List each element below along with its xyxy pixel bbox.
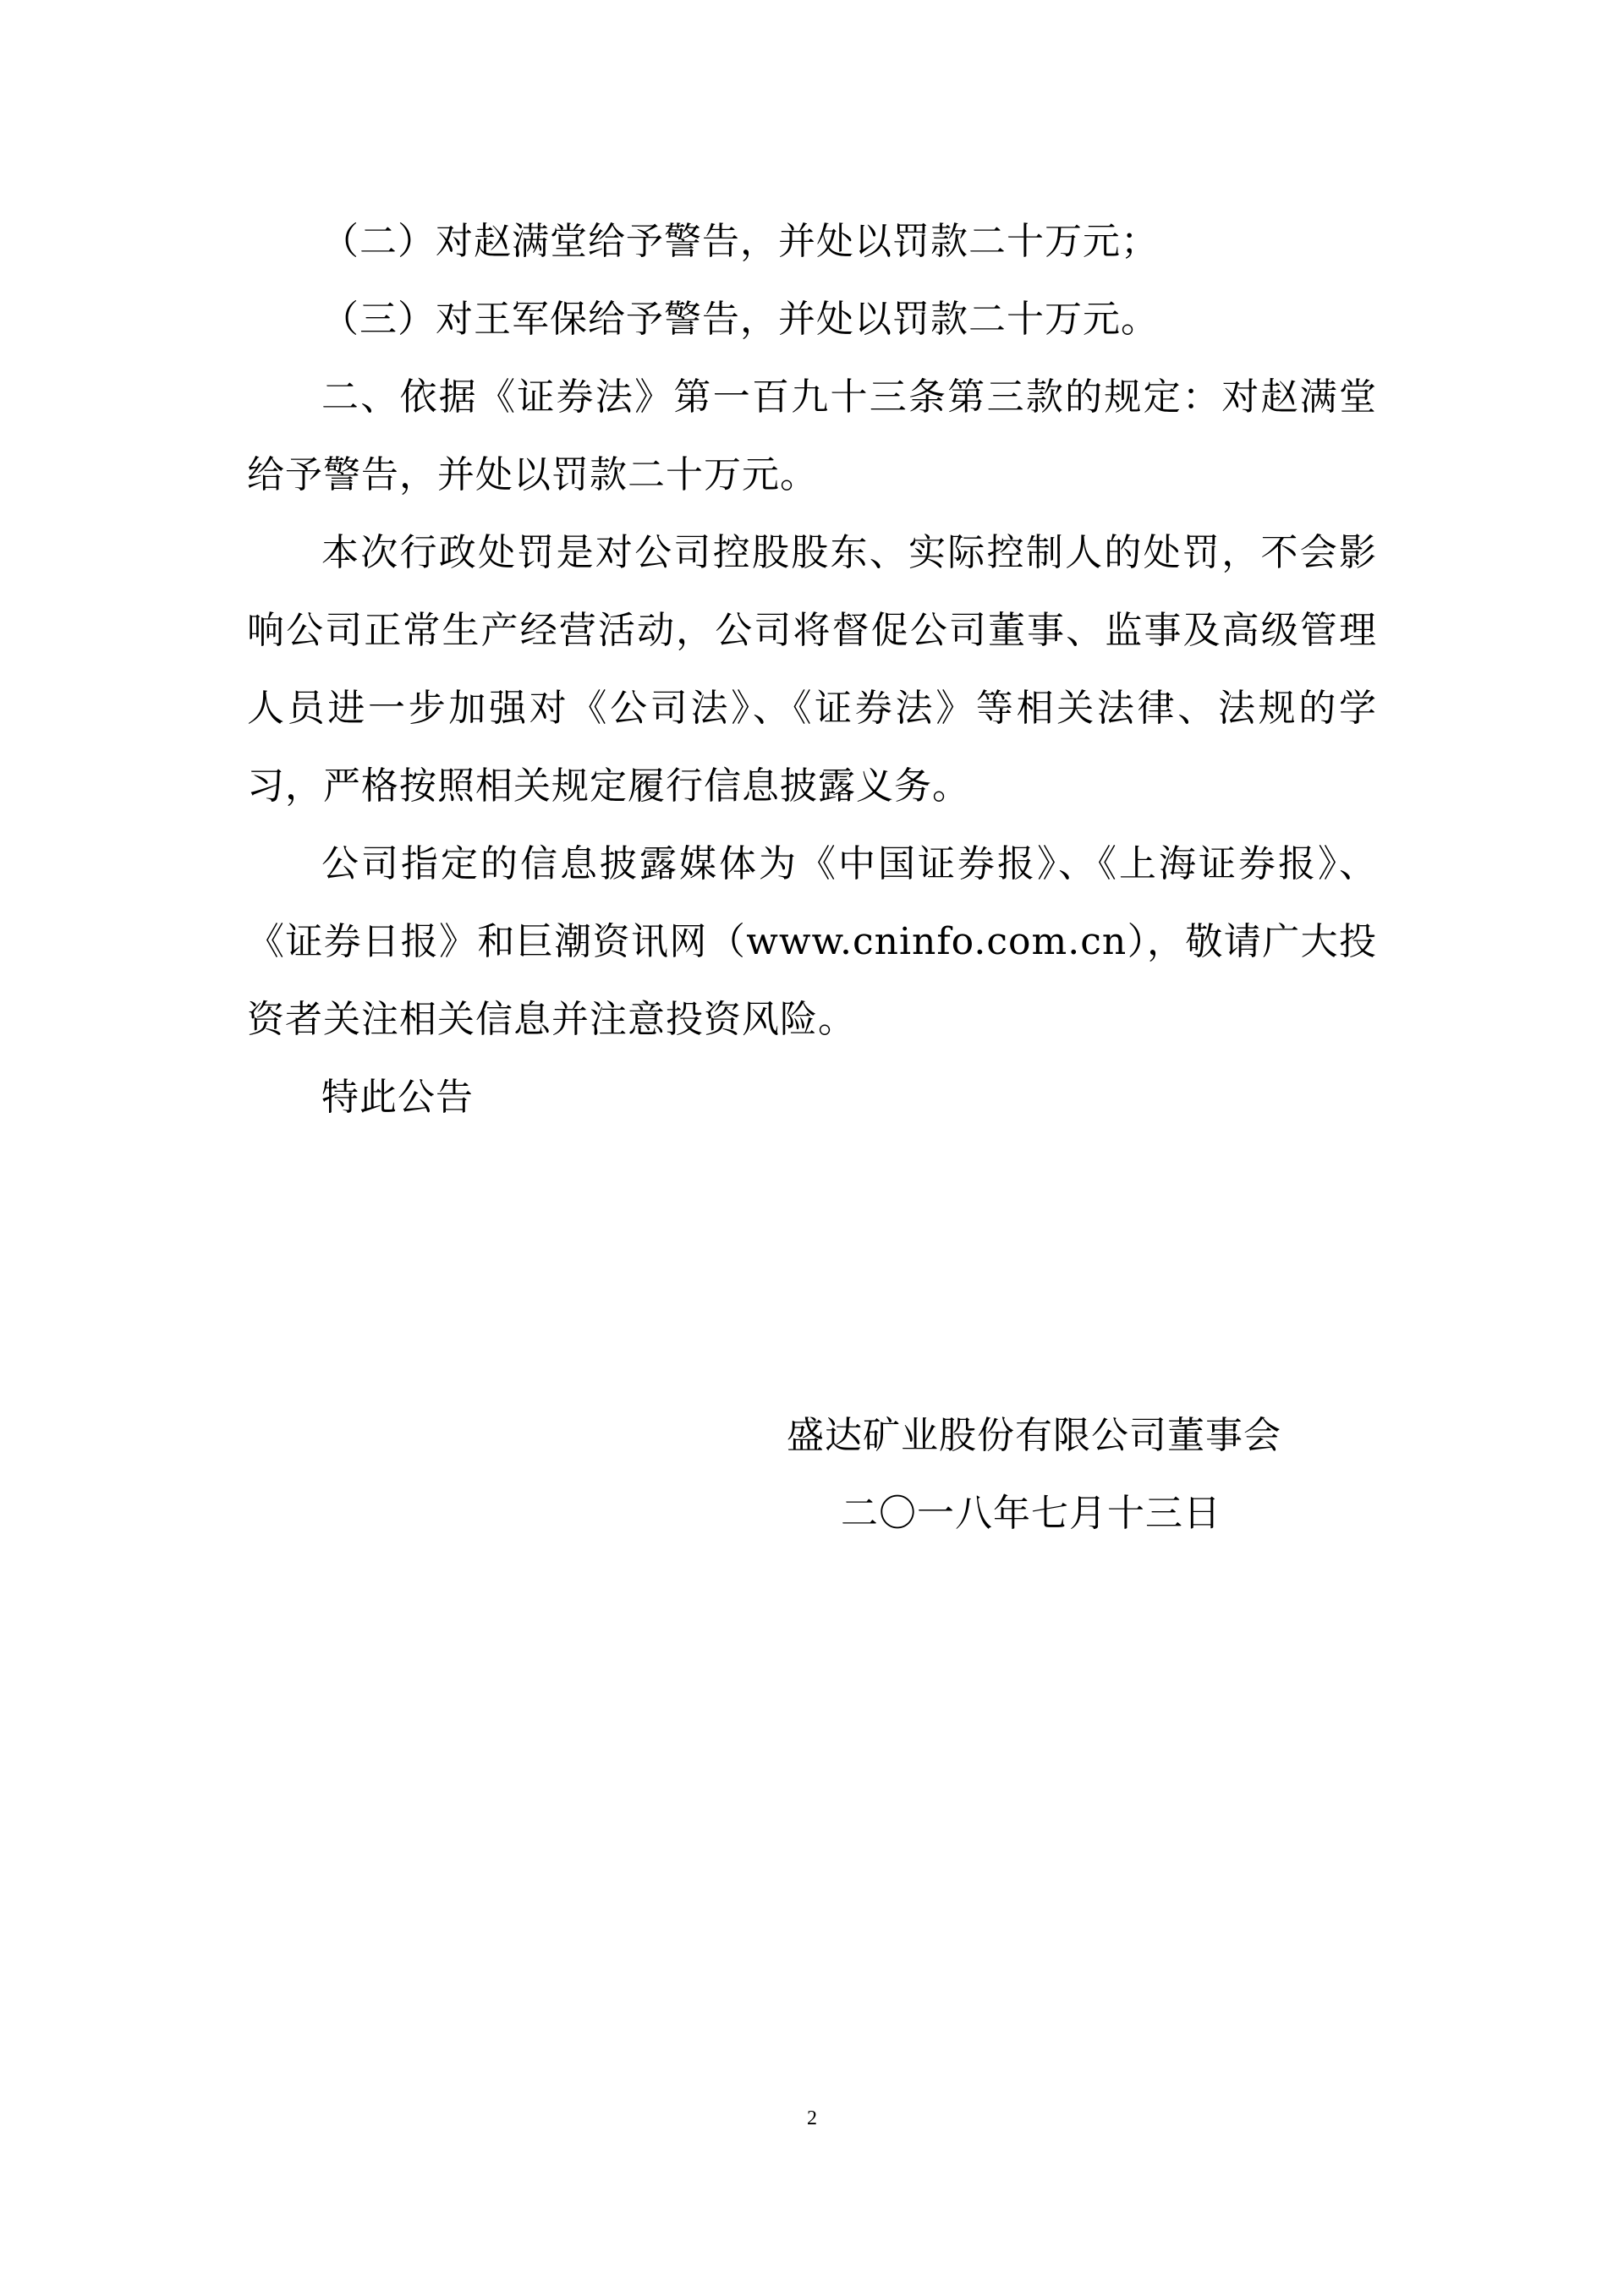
paragraph-securities-law-basis: 二、依据《证券法》第一百九十三条第三款的规定：对赵满堂给予警告，并处以罚款二十万元。: [247, 375, 1377, 496]
page-number: 2: [807, 2107, 817, 2129]
paragraph-penalty-wang: （三）对王军保给予警告，并处以罚款二十万元。: [321, 298, 1159, 341]
document-body: [247, 203, 1377, 1137]
signature-date: 二〇一八年七月十三日: [841, 1492, 1221, 1535]
paragraph-closing: 特此公告: [321, 1076, 474, 1119]
paragraph-impact-statement: 本次行政处罚是对公司控股股东、实际控制人的处罚，不会影响公司正常生产经营活动，公司将督促公司董事、监事及高级管理人员进一步加强对《公司法》、《证券法》等相关法律、法规的学习，严格按照相关规定履行信息披露义务。: [247, 531, 1377, 808]
paragraph-penalty-zhao: （二）对赵满堂给予警告，并处以罚款二十万元；: [321, 220, 1159, 263]
paragraph-disclosure-media: 公司指定的信息披露媒体为《中国证券报》、《上海证券报》、《证券日报》和巨潮资讯网（www.cninfo.com.cn），敬请广大投资者关注相关信息并注意投资风险。: [247, 842, 1377, 1041]
signature-board: 盛达矿业股份有限公司董事会: [787, 1414, 1281, 1457]
